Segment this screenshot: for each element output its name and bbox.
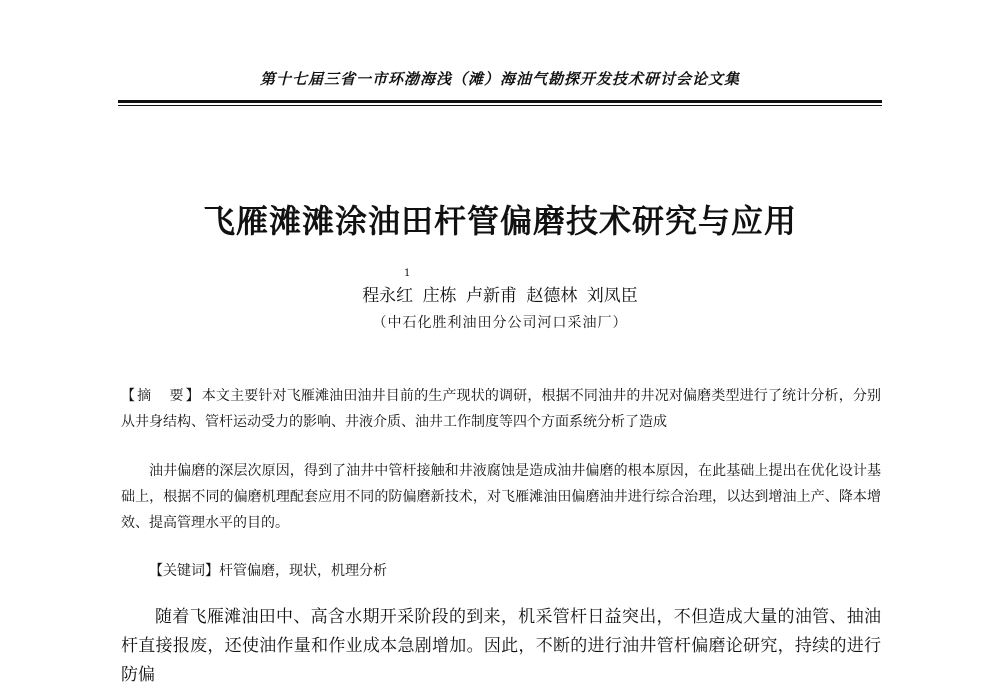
keywords-text: 杆管偏磨，现状，机理分析 [219,563,387,579]
abstract-continuation: 油井偏磨的深层次原因，得到了油井中管杆接触和井液腐蚀是造成油井偏磨的根本原因，在此基础上提出在优化设计基础上，根据不同的偏磨机理配套应用不同的防偏磨新技术，对飞雁滩油田偏磨油井进行综合治理，以达到增油上产、降本增效、提高管理水平的目的。 [121,463,881,531]
header-rule-thin [118,105,882,106]
author-list: 程永红 庄栋 卢新甫 赵德林 刘凤臣 [362,286,638,306]
abstract-paragraph [121,383,881,435]
running-header: 第十七届三省一市环渤海浅（滩）海油气勘探开发技术研讨会论文集 [259,70,740,88]
keywords-label: 【关键词】 [149,563,219,579]
keywords-line [149,558,879,584]
header-rule-thick [118,100,882,103]
abstract-text: 本文主要针对飞雁滩油田油井目前的生产现状的调研，根据不同油井的井况对偏磨类型进行了统计分析，分别从井身结构、管杆运动受力的影响、井液介质、油井工作制度等四个方面系统分析了造成 [121,388,882,430]
affiliation: （中石化胜利油田分公司河口采油厂） [372,315,628,331]
author-footnote-mark: 1 [404,268,411,279]
abstract-label: 【摘 要】 [121,388,202,404]
paper-title: 飞雁滩滩涂油田杆管偏磨技术研究与应用 [202,202,797,240]
body-paragraph: 随着飞雁滩油田中、高含水期开采阶段的到来，机采管杆日益突出，不但造成大量的油管、抽油杆直接报废，还使油作量和作业成本急剧增加。因此，不断的进行油井管杆偏磨论研究，持续的进行防偏 [121,607,881,685]
